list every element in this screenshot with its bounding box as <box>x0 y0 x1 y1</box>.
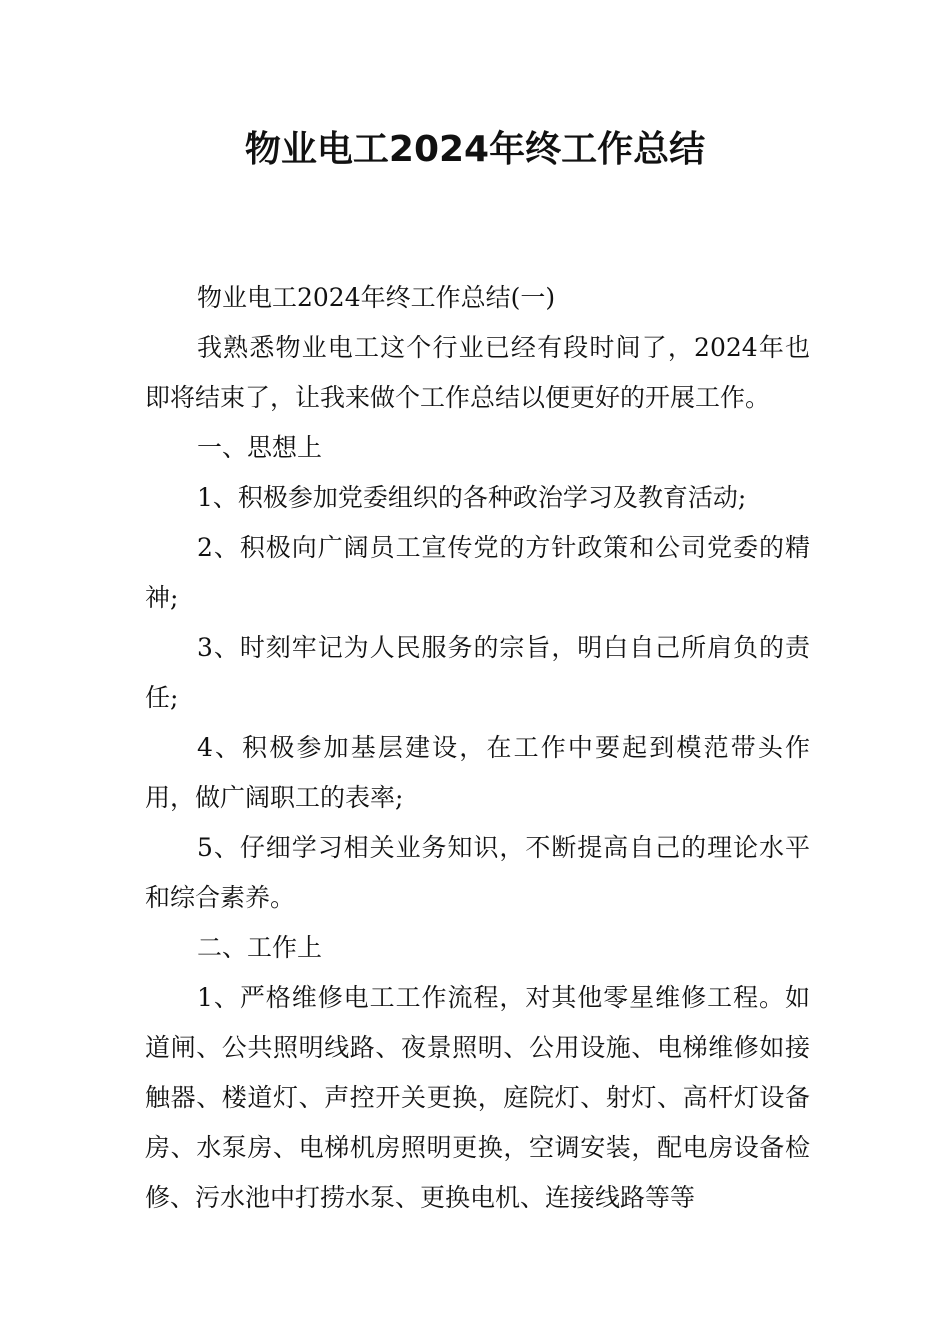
paragraph-intro: 我熟悉物业电工这个行业已经有段时间了，2024年也即将结束了，让我来做个工作总结以便更好的开展工作。 <box>145 333 810 412</box>
paragraph-item-2: 2、积极向广阔员工宣传党的方针政策和公司党委的精神; <box>145 533 810 612</box>
paragraph-item-5: 5、仔细学习相关业务知识，不断提高自己的理论水平和综合素养。 <box>145 833 810 912</box>
paragraph-item-1: 1、积极参加党委组织的各种政治学习及教育活动; <box>197 483 747 512</box>
paragraph-work-item-1: 1、严格维修电工工作流程，对其他零星维修工程。如道闸、公共照明线路、夜景照明、公用设施、电梯维修如接触器、楼道灯、声控开关更换，庭院灯、射灯、高杆灯设备房、水泵房、电梯机房照明更换，空调安装，配电房设备检修、污水池中打捞水泵、更换电机、连接线路等等 <box>145 983 810 1212</box>
section-heading-thought: 一、思想上 <box>197 433 323 462</box>
paragraph-item-4: 4、积极参加基层建设，在工作中要起到模范带头作用，做广阔职工的表率; <box>145 733 810 812</box>
document-title: 物业电工2024年终工作总结 <box>244 129 706 170</box>
document-body <box>145 273 810 1223</box>
paragraph-item-3: 3、时刻牢记为人民服务的宗旨，明白自己所肩负的责任; <box>145 633 810 712</box>
section-heading-work: 二、工作上 <box>197 933 323 962</box>
paragraph-subtitle: 物业电工2024年终工作总结(一) <box>197 283 556 312</box>
